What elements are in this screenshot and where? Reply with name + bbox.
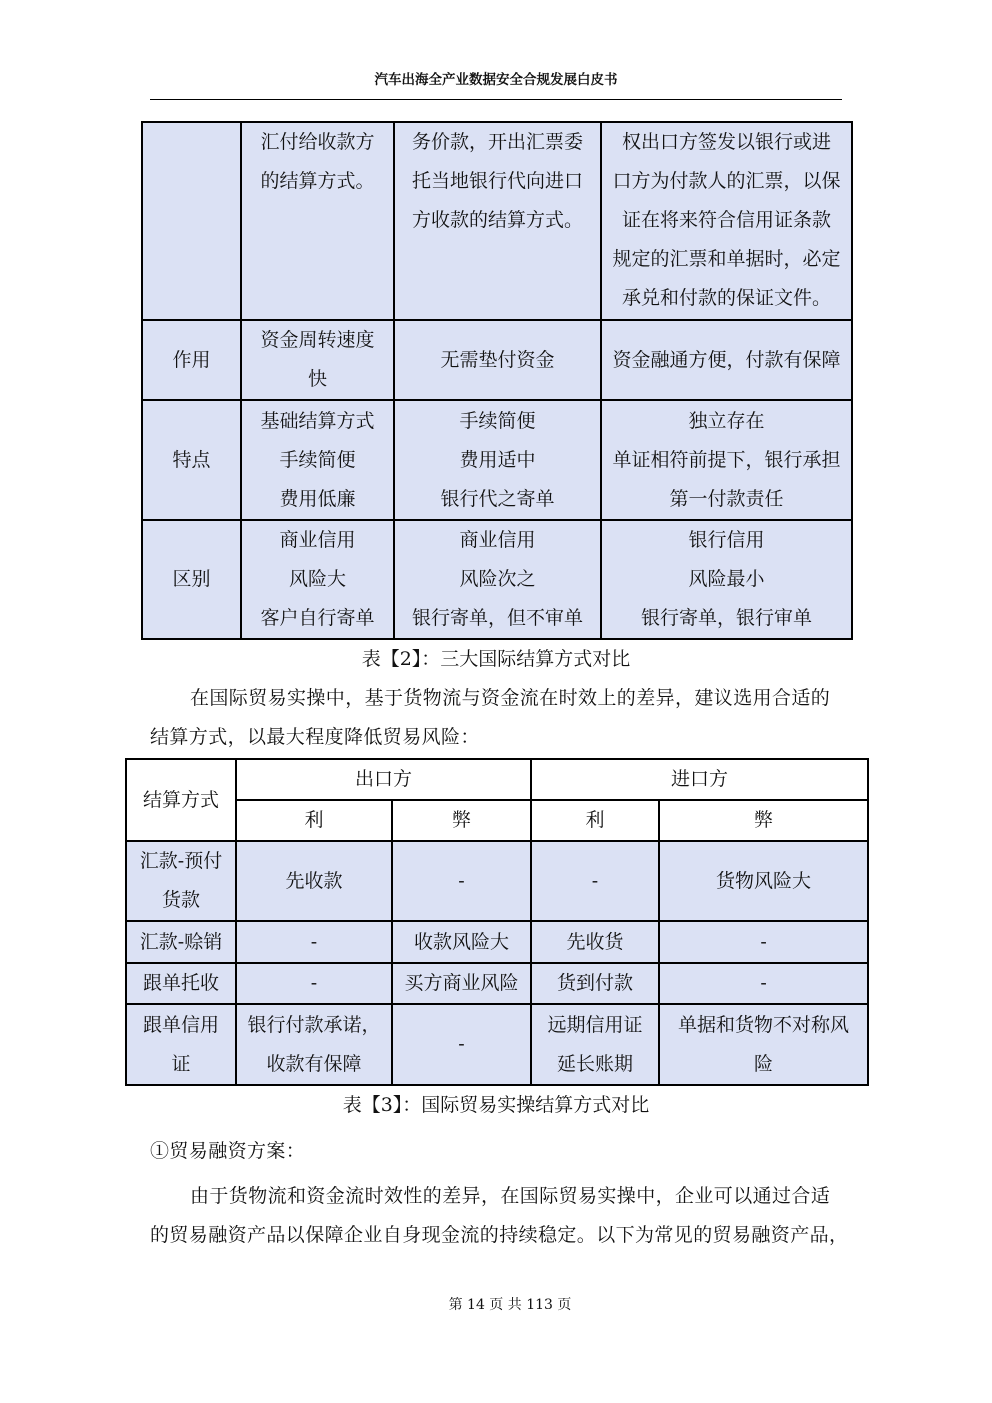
table-cell xyxy=(659,921,868,963)
cell-line: 证在将来符合信用证条款 xyxy=(621,209,831,231)
cell-line: 的结算方式。 xyxy=(260,170,375,192)
cell-line: - xyxy=(458,1033,465,1055)
table-cell xyxy=(236,963,392,1004)
cell-line: 收款风险大 xyxy=(414,930,510,953)
header-exporter: 出口方 xyxy=(236,759,531,800)
method-cell xyxy=(126,1004,236,1085)
settlement-comparison-table xyxy=(141,121,853,640)
header-settlement-method: 结算方式 xyxy=(126,759,236,841)
table-caption: 表【3】：国际贸易实操结算方式对比 xyxy=(342,1094,650,1116)
table-cell xyxy=(236,921,392,963)
cell-line: 买方商业风险 xyxy=(404,972,519,994)
cell-line: 银行代之寄单 xyxy=(440,487,555,510)
paragraph-line: 的贸易融资产品以保障企业自身现金流的持续稳定。以下为常见的贸易融资产品， xyxy=(150,1224,849,1246)
table-row xyxy=(142,122,852,320)
page-title: 汽车出海全产业数据安全合规发展白皮书 xyxy=(374,72,618,88)
cell-line: 远期信用证 xyxy=(547,1013,643,1036)
header-divider xyxy=(150,99,842,100)
cell-line: 快 xyxy=(307,368,327,390)
table-cell xyxy=(601,122,852,320)
cell-line: 口方为付款人的汇票，以保 xyxy=(612,170,841,192)
cell-line: 风险大 xyxy=(288,568,346,590)
cell-line: 收款有保障 xyxy=(266,1052,362,1075)
method-cell xyxy=(126,921,236,963)
cell-line: 货款 xyxy=(161,889,200,911)
cell-line: 跟单信用 xyxy=(142,1013,219,1036)
cell-line: 承兑和付款的保证文件。 xyxy=(621,287,831,309)
cell-line: 汇款-赊销 xyxy=(139,930,223,953)
cell-line: 基础结算方式 xyxy=(260,409,375,432)
table-row xyxy=(126,1004,868,1085)
cell-line: 手续简便 xyxy=(279,448,356,471)
cell-line: - xyxy=(760,930,767,953)
table-cell xyxy=(659,1004,868,1085)
table-cell xyxy=(531,963,659,1004)
table-cell xyxy=(659,841,868,921)
table-cell xyxy=(531,1004,659,1085)
cell-line: 银行寄单，但不审单 xyxy=(411,607,583,629)
table-cell xyxy=(236,1004,392,1085)
cell-line: 手续简便 xyxy=(459,409,536,432)
table-row xyxy=(126,841,868,921)
table-cell xyxy=(601,400,852,520)
cell-line: 务价款，开出汇票委 xyxy=(411,131,583,153)
cell-line: 汇款-预付 xyxy=(139,850,223,872)
cell-line: 规定的汇票和单据时，必定 xyxy=(612,248,841,270)
table-cell xyxy=(531,921,659,963)
row-label-cell: 区别 xyxy=(142,520,241,639)
section-heading-text: ①贸易融资方案： xyxy=(150,1140,306,1162)
header-exporter-pro: 利 xyxy=(236,800,392,841)
cell-line: 证 xyxy=(171,1052,191,1075)
cell-line: 汇付给收款方 xyxy=(260,131,375,153)
table-cell xyxy=(241,122,394,320)
table-row xyxy=(142,400,852,520)
table-row xyxy=(126,921,868,963)
method-cell xyxy=(126,963,236,1004)
cell-line: 第一付款责任 xyxy=(669,487,784,510)
row-label-cell: 作用 xyxy=(142,320,241,400)
section-paragraph xyxy=(150,1177,870,1255)
page-footer: 第 14 页 共 113 页 xyxy=(448,1297,572,1313)
cell-line: 单证相符前提下，银行承担 xyxy=(612,448,841,471)
cell-line: 托当地银行代向进口 xyxy=(411,170,583,192)
cell-line: 货到付款 xyxy=(557,972,634,994)
cell-line: 资金周转速度 xyxy=(260,329,375,351)
cell-line: 风险最小 xyxy=(688,568,765,590)
method-cell xyxy=(126,841,236,921)
header-importer-pro: 利 xyxy=(531,800,659,841)
cell-line: 货物风险大 xyxy=(716,869,812,892)
table-row xyxy=(142,320,852,400)
paragraph-line: 结算方式，以最大程度降低贸易风险： xyxy=(150,726,480,748)
paragraph-line: 在国际贸易实操中，基于货物流与资金流在时效上的差异，建议选用合适的 xyxy=(190,687,831,709)
cell-line: 费用低廉 xyxy=(279,487,356,510)
table-cell xyxy=(241,400,394,520)
header-importer-con: 弊 xyxy=(659,800,868,841)
cell-line: 独立存在 xyxy=(688,409,765,432)
cell-line: - xyxy=(591,869,599,892)
table-caption: 表【2】：三大国际结算方式对比 xyxy=(361,648,631,670)
cell-line: - xyxy=(760,972,767,994)
table-cell xyxy=(601,320,852,400)
table-cell xyxy=(241,520,394,639)
cell-line: 延长账期 xyxy=(557,1052,634,1075)
row-label-cell: 特点 xyxy=(142,400,241,520)
cell-line: 无需垫付资金 xyxy=(440,348,555,371)
cell-line: 权出口方签发以银行或进 xyxy=(621,131,831,153)
section-heading xyxy=(150,1132,870,1171)
cell-line: 费用适中 xyxy=(459,448,536,471)
cell-line: 客户自行寄单 xyxy=(260,607,375,629)
table-cell xyxy=(394,320,601,400)
cell-line: 方收款的结算方式。 xyxy=(411,209,583,231)
cell-line: 险 xyxy=(754,1052,774,1075)
cell-line: 跟单托收 xyxy=(142,972,219,994)
cell-line: 先收货 xyxy=(566,930,624,953)
cell-line: 单据和货物不对称风 xyxy=(678,1013,850,1036)
table-cell xyxy=(392,1004,531,1085)
row-label-cell xyxy=(142,122,241,320)
intro-paragraph xyxy=(150,679,870,757)
cell-line: 商业信用 xyxy=(459,529,536,551)
trade-settlement-table xyxy=(125,758,869,1086)
header-importer: 进口方 xyxy=(531,759,868,800)
table-row xyxy=(126,963,868,1004)
table-cell xyxy=(392,963,531,1004)
cell-line: - xyxy=(310,930,318,953)
table-cell xyxy=(236,841,392,921)
cell-line: 商业信用 xyxy=(279,529,356,551)
table-cell xyxy=(241,320,394,400)
cell-line: 银行付款承诺， xyxy=(247,1013,381,1036)
paragraph-line: 由于货物流和资金流时效性的差异，在国际贸易实操中，企业可以通过合适 xyxy=(190,1185,831,1207)
table-cell xyxy=(394,122,601,320)
cell-line: - xyxy=(458,869,465,892)
table-cell xyxy=(392,921,531,963)
table-header-row xyxy=(126,800,868,841)
table-cell xyxy=(392,841,531,921)
cell-line: 银行信用 xyxy=(688,529,765,551)
table-cell xyxy=(394,400,601,520)
cell-line: 先收款 xyxy=(285,869,343,892)
cell-line: 银行寄单，银行审单 xyxy=(640,607,812,629)
table-cell xyxy=(531,841,659,921)
table-cell xyxy=(601,520,852,639)
table-header-row xyxy=(126,759,868,800)
cell-line: 风险次之 xyxy=(459,568,536,590)
table-row xyxy=(142,520,852,639)
cell-line: - xyxy=(310,972,318,994)
table-cell xyxy=(394,520,601,639)
header-exporter-con: 弊 xyxy=(392,800,531,841)
table-cell xyxy=(659,963,868,1004)
cell-line: 资金融通方便，付款有保障 xyxy=(612,348,841,371)
